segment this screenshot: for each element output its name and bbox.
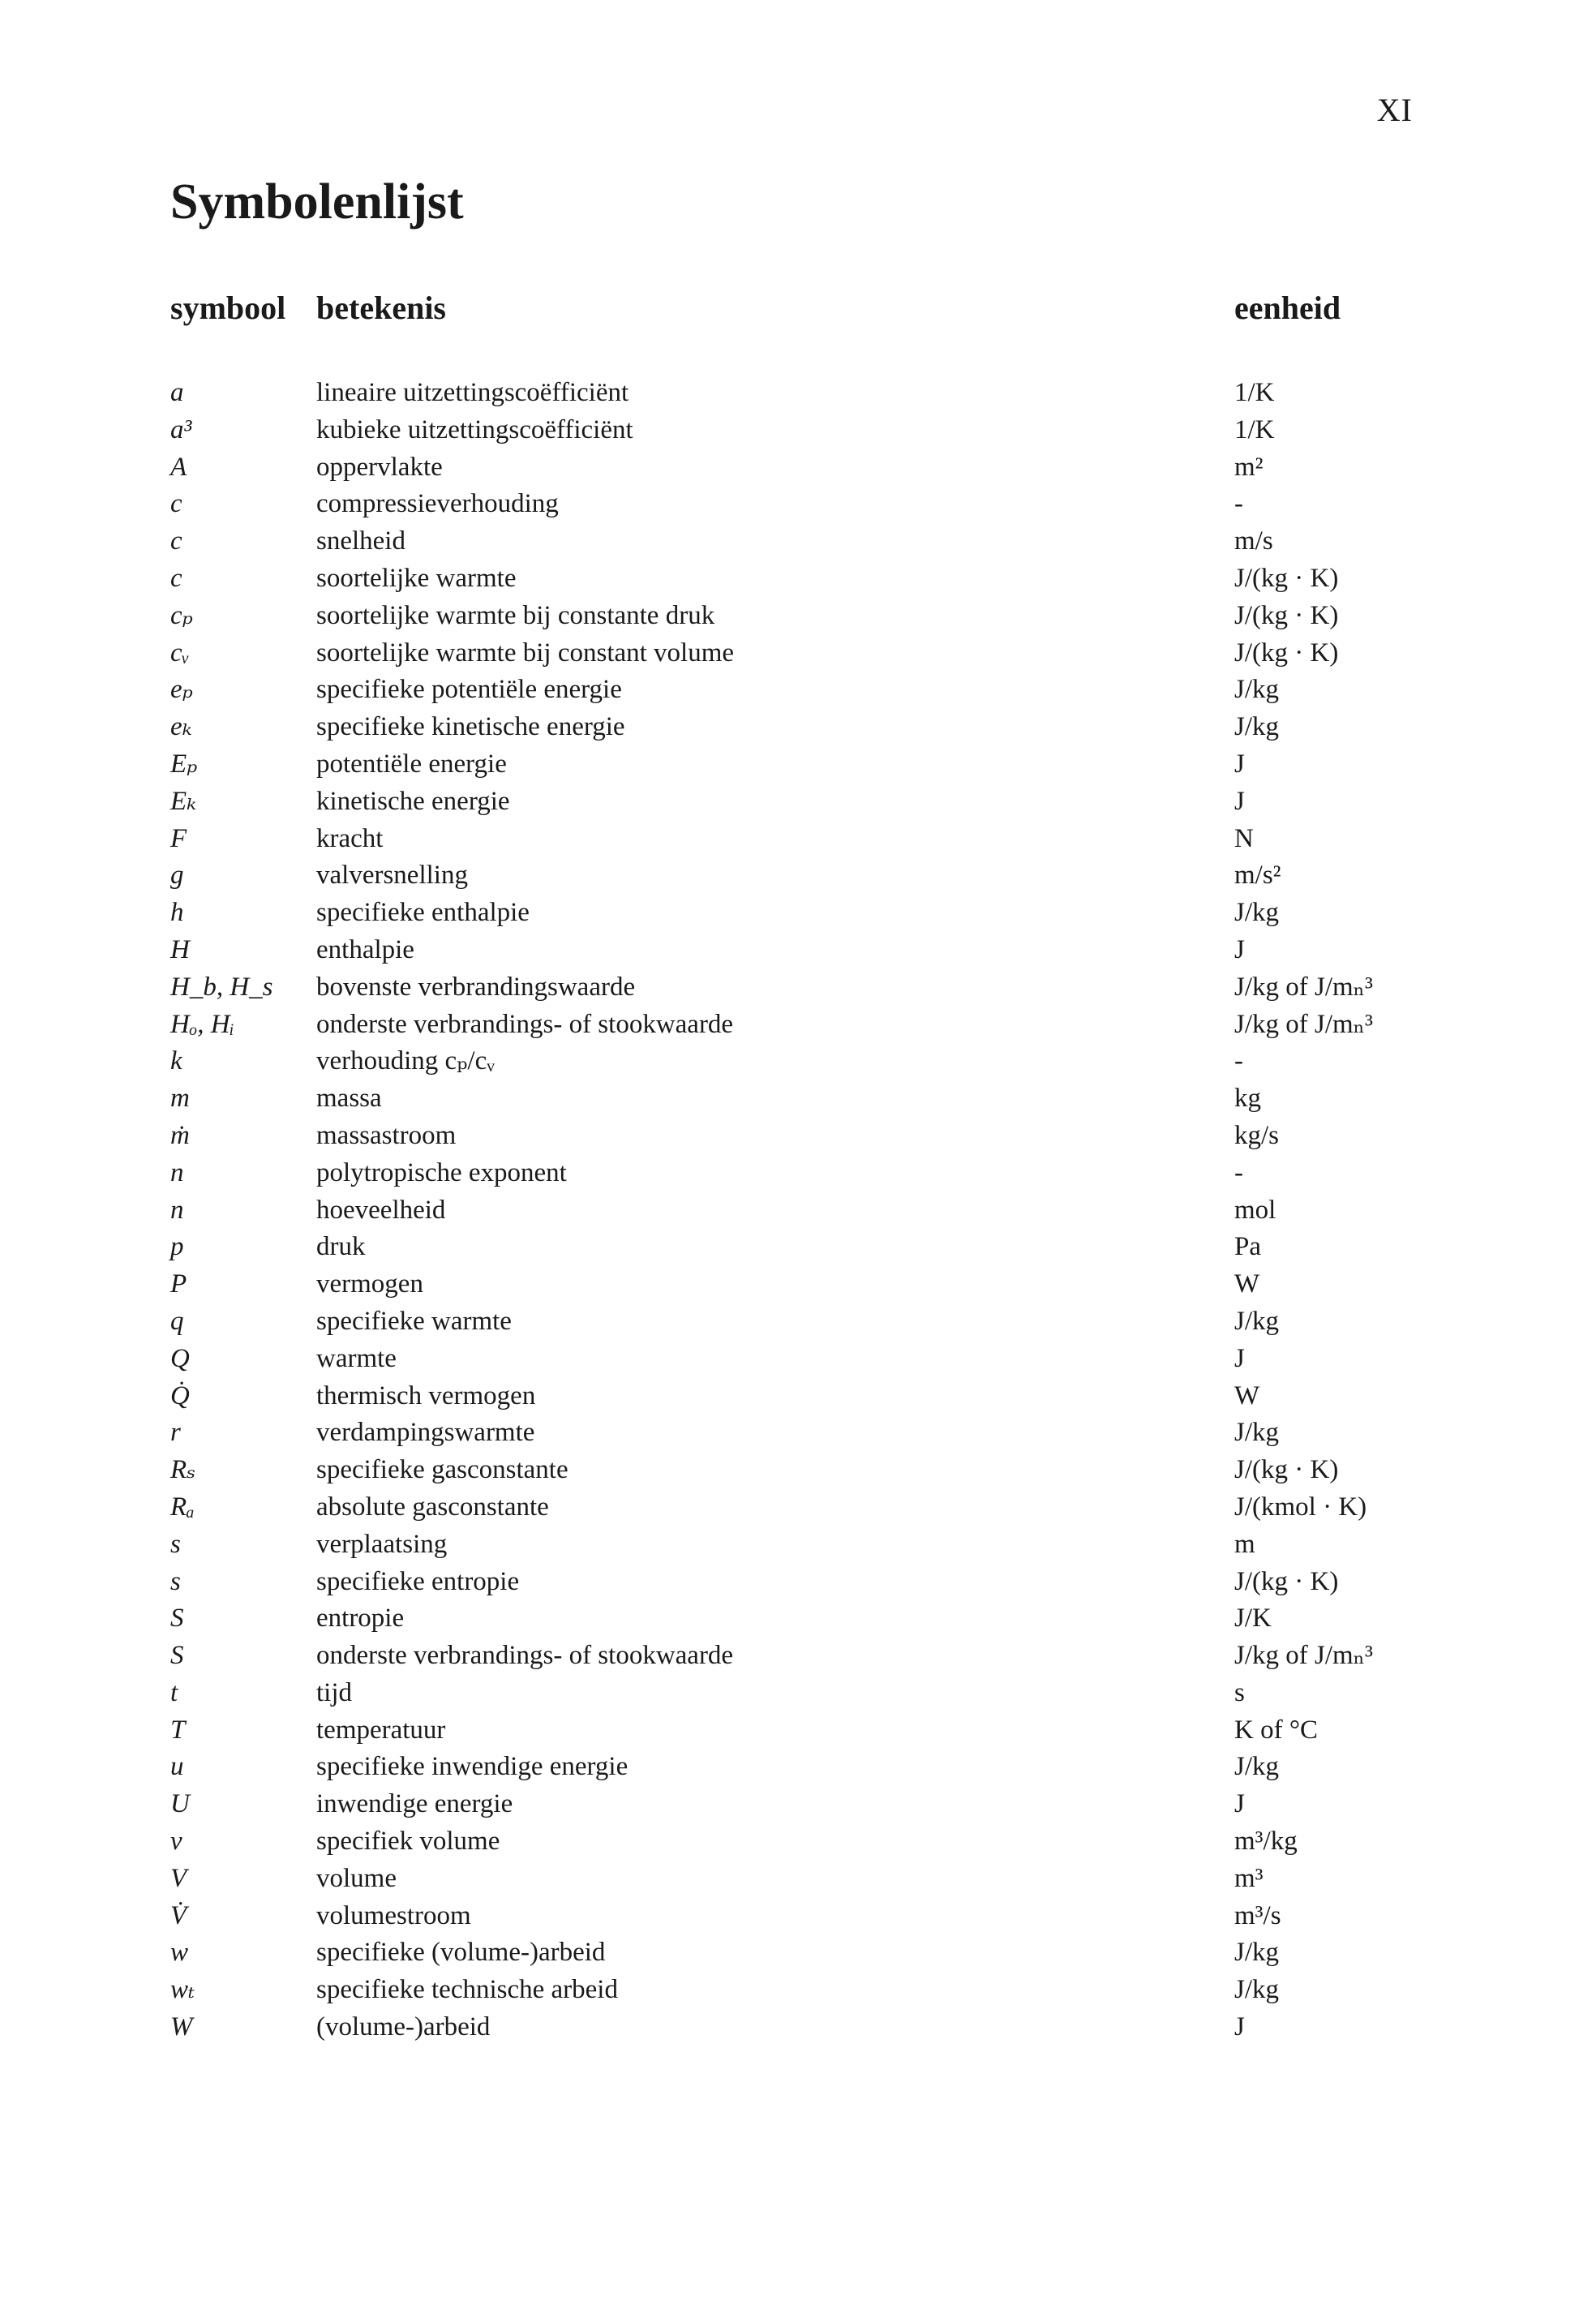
meaning-cell: hoeveelheid bbox=[316, 1195, 446, 1225]
meaning-cell: massa bbox=[316, 1084, 382, 1114]
unit-cell: - bbox=[1234, 489, 1243, 519]
meaning-cell: soortelijke warmte bbox=[316, 563, 517, 593]
meaning-cell: inwendige energie bbox=[316, 1789, 513, 1819]
page-title: Symbolenlijst bbox=[170, 174, 464, 230]
meaning-cell: volume bbox=[316, 1863, 397, 1893]
meaning-cell: druk bbox=[316, 1232, 366, 1262]
meaning-cell: polytropische exponent bbox=[316, 1157, 567, 1187]
symbol-cell: n bbox=[170, 1157, 184, 1187]
symbol-cell: a³ bbox=[170, 414, 192, 444]
symbol-cell: s bbox=[170, 1566, 181, 1596]
table-row bbox=[0, 1452, 1596, 1489]
unit-cell: J/(kg · K) bbox=[1234, 638, 1339, 668]
symbol-cell: c bbox=[170, 563, 182, 593]
symbol-cell: c bbox=[170, 526, 182, 556]
symbol-cell: V bbox=[170, 1863, 187, 1893]
header-meaning: betekenis bbox=[316, 290, 446, 326]
symbol-cell: Q̇ bbox=[170, 1380, 190, 1410]
page-number: XI bbox=[1376, 92, 1413, 128]
meaning-cell: warmte bbox=[316, 1343, 397, 1373]
symbol-cell: m bbox=[170, 1084, 190, 1114]
table-row bbox=[0, 969, 1596, 1007]
symbol-cell: k bbox=[170, 1046, 182, 1076]
unit-cell: - bbox=[1234, 1157, 1243, 1187]
unit-cell: J/K bbox=[1234, 1604, 1272, 1634]
meaning-cell: onderste verbrandings- of stookwaarde bbox=[316, 1641, 734, 1671]
symbol-cell: F bbox=[170, 823, 187, 853]
table-row bbox=[0, 635, 1596, 672]
table-row bbox=[0, 1786, 1596, 1823]
meaning-cell: specifieke warmte bbox=[316, 1306, 512, 1336]
meaning-cell: valversnelling bbox=[316, 861, 468, 891]
meaning-cell: specifieke kinetische energie bbox=[316, 712, 625, 742]
unit-cell: s bbox=[1234, 1677, 1245, 1707]
symbol-cell: Rₐ bbox=[170, 1492, 195, 1522]
unit-cell: J/(kg · K) bbox=[1234, 1566, 1339, 1596]
table-row bbox=[0, 1712, 1596, 1750]
meaning-cell: specifieke inwendige energie bbox=[316, 1752, 629, 1782]
meaning-cell: potentiële energie bbox=[316, 749, 507, 779]
meaning-cell: soortelijke warmte bij constant volume bbox=[316, 638, 735, 668]
table-row bbox=[0, 1934, 1596, 1972]
unit-cell: 1/K bbox=[1234, 414, 1275, 444]
table-row bbox=[0, 1229, 1596, 1266]
symbol-cell: S bbox=[170, 1641, 184, 1671]
symbol-cell: Eₚ bbox=[170, 749, 198, 779]
table-row bbox=[0, 560, 1596, 598]
unit-cell: J/(kg · K) bbox=[1234, 563, 1339, 593]
table-row bbox=[0, 821, 1596, 858]
table-row bbox=[0, 1378, 1596, 1415]
table-row bbox=[0, 1155, 1596, 1192]
table-row bbox=[0, 1823, 1596, 1861]
table-row bbox=[0, 412, 1596, 449]
table-row bbox=[0, 2009, 1596, 2046]
symbol-cell: n bbox=[170, 1195, 184, 1225]
meaning-cell: thermisch vermogen bbox=[316, 1380, 536, 1410]
unit-cell: m³/s bbox=[1234, 1900, 1281, 1930]
unit-cell: J bbox=[1234, 786, 1245, 816]
symbol-cell: Q bbox=[170, 1343, 190, 1373]
unit-cell: m/s bbox=[1234, 526, 1273, 556]
symbol-cell: A bbox=[170, 452, 187, 482]
symbol-cell: V̇ bbox=[170, 1900, 187, 1930]
unit-cell: Pa bbox=[1234, 1232, 1261, 1262]
table-row bbox=[0, 1638, 1596, 1675]
unit-cell: J bbox=[1234, 2012, 1245, 2042]
table-row bbox=[0, 598, 1596, 635]
symbol-cell: s bbox=[170, 1529, 181, 1559]
table-row bbox=[0, 1415, 1596, 1452]
unit-cell: J/kg bbox=[1234, 1975, 1280, 2005]
unit-cell: J/kg bbox=[1234, 712, 1280, 742]
unit-cell: J bbox=[1234, 749, 1245, 779]
table-row bbox=[0, 1749, 1596, 1786]
meaning-cell: specifiek volume bbox=[316, 1827, 500, 1857]
table-row bbox=[0, 932, 1596, 969]
meaning-cell: volumestroom bbox=[316, 1900, 471, 1930]
meaning-cell: kracht bbox=[316, 823, 384, 853]
meaning-cell: verplaatsing bbox=[316, 1529, 448, 1559]
table-row bbox=[0, 449, 1596, 487]
symbol-cell: q bbox=[170, 1306, 184, 1336]
symbol-cell: U bbox=[170, 1789, 190, 1819]
header-unit: eenheid bbox=[1234, 290, 1341, 326]
unit-cell: J/(kg · K) bbox=[1234, 600, 1339, 630]
symbol-cell: ṁ bbox=[170, 1120, 190, 1150]
symbol-list bbox=[0, 375, 1596, 2046]
table-row bbox=[0, 1192, 1596, 1230]
unit-cell: 1/K bbox=[1234, 378, 1275, 407]
symbol-cell: c bbox=[170, 489, 182, 519]
table-row bbox=[0, 1043, 1596, 1080]
header-symbol: symbool bbox=[170, 290, 286, 326]
symbol-cell: S bbox=[170, 1604, 184, 1634]
symbol-cell: p bbox=[170, 1232, 184, 1262]
meaning-cell: temperatuur bbox=[316, 1715, 446, 1745]
table-row bbox=[0, 1007, 1596, 1044]
symbol-cell: H_b, H_s bbox=[170, 972, 273, 1002]
meaning-cell: verdampingswarmte bbox=[316, 1418, 535, 1448]
symbol-cell: eₚ bbox=[170, 675, 193, 705]
unit-cell: J bbox=[1234, 1343, 1245, 1373]
symbol-cell: r bbox=[170, 1418, 181, 1448]
unit-cell: J/kg bbox=[1234, 1418, 1280, 1448]
unit-cell: J/(kg · K) bbox=[1234, 1455, 1339, 1485]
table-row bbox=[0, 1341, 1596, 1378]
table-row bbox=[0, 746, 1596, 784]
symbol-cell: eₖ bbox=[170, 712, 192, 742]
symbol-cell: g bbox=[170, 861, 184, 891]
table-row bbox=[0, 1564, 1596, 1601]
unit-cell: W bbox=[1234, 1269, 1260, 1299]
meaning-cell: massastroom bbox=[316, 1120, 457, 1150]
symbol-cell: v bbox=[170, 1827, 182, 1857]
symbol-cell: a bbox=[170, 378, 184, 407]
table-row bbox=[0, 672, 1596, 709]
meaning-cell: entropie bbox=[316, 1604, 405, 1634]
table-header bbox=[0, 289, 1596, 326]
table-row bbox=[0, 1303, 1596, 1341]
symbol-cell: t bbox=[170, 1677, 178, 1707]
table-row bbox=[0, 1118, 1596, 1155]
meaning-cell: tijd bbox=[316, 1677, 353, 1707]
meaning-cell: specifieke potentiële energie bbox=[316, 675, 622, 705]
meaning-cell: specifieke entropie bbox=[316, 1566, 520, 1596]
table-row bbox=[0, 895, 1596, 932]
unit-cell: m² bbox=[1234, 452, 1264, 482]
meaning-cell: specifieke (volume-)arbeid bbox=[316, 1938, 606, 1968]
symbol-cell: wₜ bbox=[170, 1975, 195, 2005]
symbol-cell: w bbox=[170, 1938, 189, 1968]
symbol-cell: Rₛ bbox=[170, 1455, 196, 1485]
unit-cell: - bbox=[1234, 1046, 1243, 1076]
table-row bbox=[0, 857, 1596, 895]
unit-cell: m³ bbox=[1234, 1863, 1264, 1893]
unit-cell: J/kg bbox=[1234, 1752, 1280, 1782]
symbol-cell: Hₒ, Hᵢ bbox=[170, 1009, 234, 1039]
unit-cell: J/kg bbox=[1234, 1938, 1280, 1968]
meaning-cell: soortelijke warmte bij constante druk bbox=[316, 600, 715, 630]
table-row bbox=[0, 709, 1596, 746]
table-row bbox=[0, 1600, 1596, 1638]
table-row bbox=[0, 1675, 1596, 1712]
unit-cell: mol bbox=[1234, 1195, 1276, 1225]
unit-cell: K of °C bbox=[1234, 1715, 1319, 1745]
table-row bbox=[0, 1080, 1596, 1118]
meaning-cell: verhouding cₚ/cᵥ bbox=[316, 1046, 495, 1076]
meaning-cell: enthalpie bbox=[316, 934, 414, 964]
symbol-cell: u bbox=[170, 1752, 184, 1782]
meaning-cell: specifieke enthalpie bbox=[316, 898, 530, 928]
unit-cell: m bbox=[1234, 1529, 1255, 1559]
meaning-cell: oppervlakte bbox=[316, 452, 443, 482]
unit-cell: W bbox=[1234, 1380, 1260, 1410]
unit-cell: N bbox=[1234, 823, 1254, 853]
meaning-cell: lineaire uitzettingscoëfficiënt bbox=[316, 378, 629, 407]
table-row bbox=[0, 523, 1596, 560]
meaning-cell: vermogen bbox=[316, 1269, 423, 1299]
symbol-cell: T bbox=[170, 1715, 186, 1745]
table-row bbox=[0, 784, 1596, 821]
table-row bbox=[0, 375, 1596, 412]
meaning-cell: specifieke technische arbeid bbox=[316, 1975, 618, 2005]
unit-cell: kg bbox=[1234, 1084, 1261, 1114]
unit-cell: J/(kmol · K) bbox=[1234, 1492, 1367, 1522]
table-row bbox=[0, 486, 1596, 523]
meaning-cell: specifieke gasconstante bbox=[316, 1455, 568, 1485]
symbol-cell: h bbox=[170, 898, 184, 928]
meaning-cell: absolute gasconstante bbox=[316, 1492, 549, 1522]
meaning-cell: bovenste verbrandingswaarde bbox=[316, 972, 636, 1002]
meaning-cell: kubieke uitzettingscoëfficiënt bbox=[316, 414, 633, 444]
meaning-cell: compressieverhouding bbox=[316, 489, 559, 519]
unit-cell: J bbox=[1234, 934, 1245, 964]
unit-cell: J/kg of J/mₙ³ bbox=[1234, 1009, 1373, 1039]
symbol-cell: W bbox=[170, 2012, 193, 2042]
unit-cell: m/s² bbox=[1234, 861, 1281, 891]
symbol-cell: cᵥ bbox=[170, 638, 190, 668]
table-row bbox=[0, 1526, 1596, 1564]
table-row bbox=[0, 1972, 1596, 2009]
unit-cell: J/kg of J/mₙ³ bbox=[1234, 972, 1373, 1002]
meaning-cell: snelheid bbox=[316, 526, 405, 556]
table-row bbox=[0, 1266, 1596, 1303]
unit-cell: J/kg bbox=[1234, 1306, 1280, 1336]
unit-cell: J/kg bbox=[1234, 898, 1280, 928]
table-row bbox=[0, 1861, 1596, 1898]
meaning-cell: kinetische energie bbox=[316, 786, 510, 816]
unit-cell: J/kg bbox=[1234, 675, 1280, 705]
unit-cell: J/kg of J/mₙ³ bbox=[1234, 1641, 1373, 1671]
meaning-cell: (volume-)arbeid bbox=[316, 2012, 491, 2042]
symbol-cell: cₚ bbox=[170, 600, 193, 630]
table-row bbox=[0, 1489, 1596, 1526]
symbol-cell: P bbox=[170, 1269, 187, 1299]
unit-cell: kg/s bbox=[1234, 1120, 1280, 1150]
symbol-cell: H bbox=[170, 934, 190, 964]
unit-cell: J bbox=[1234, 1789, 1245, 1819]
meaning-cell: onderste verbrandings- of stookwaarde bbox=[316, 1009, 734, 1039]
symbol-cell: Eₖ bbox=[170, 786, 197, 816]
table-row bbox=[0, 1898, 1596, 1935]
unit-cell: m³/kg bbox=[1234, 1827, 1298, 1857]
